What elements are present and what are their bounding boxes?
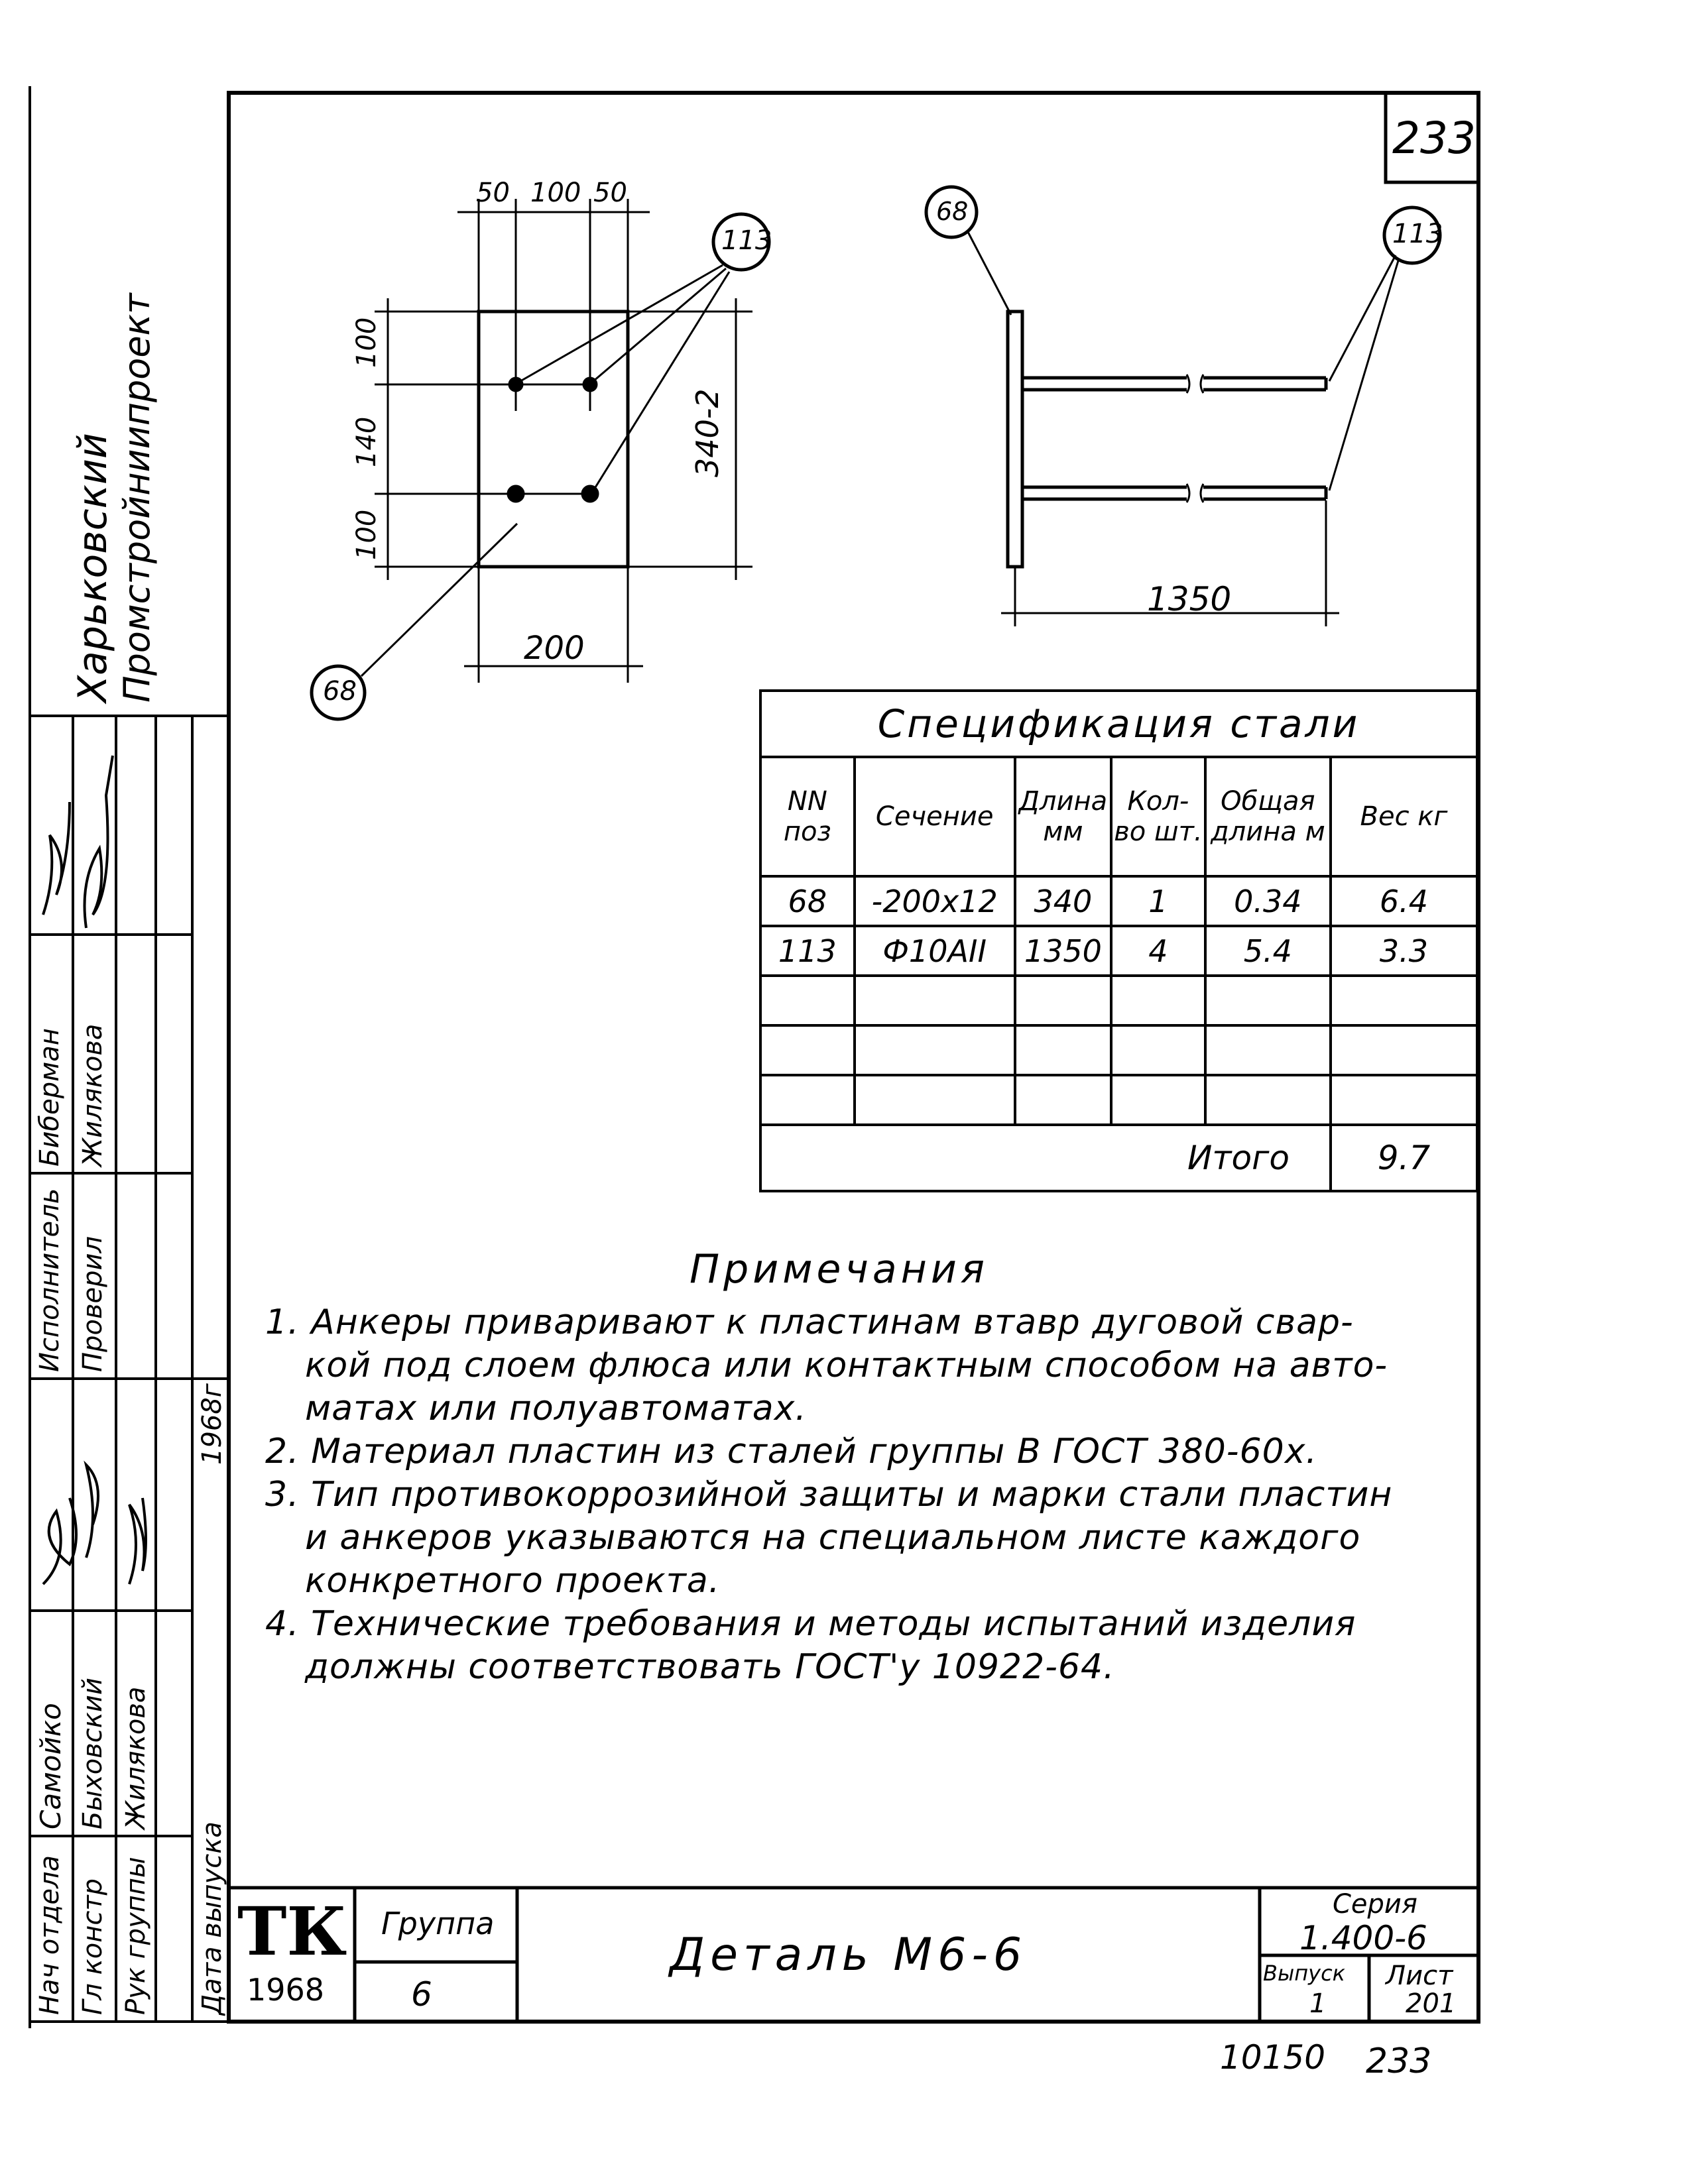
table-row [760, 1025, 1477, 1075]
header-section: Сечение [855, 757, 1015, 876]
spec-table-title: Спецификация стали [760, 691, 1477, 757]
note-line: 4. Технические требования и методы испытаний изделия [265, 1604, 1356, 1644]
group-value: 6 [411, 1975, 432, 2014]
note-line: и анкеров указываются на специальном листе каждого [305, 1518, 1361, 1558]
table-row [760, 976, 1477, 1025]
note-line: 1. Анкеры приваривают к пластинам втавр дуговой свар- [265, 1302, 1354, 1342]
bottom-code-1: 10150 [1220, 2038, 1326, 2077]
plan-dim-top-2: 100 [530, 178, 581, 208]
cell: 1350 [1015, 926, 1111, 976]
plan-dim-right: 340-2 [690, 388, 725, 477]
note-line: конкретного проекта. [305, 1561, 721, 1601]
header-qty: Кол-во шт. [1111, 757, 1205, 876]
notes-title: Примечания [690, 1246, 989, 1293]
side-callout-113-label: 113 [1392, 219, 1443, 249]
tk-logo: ТК [237, 1892, 347, 1971]
organization-institute: Промстройниипроект [116, 293, 158, 703]
cell: 6.4 [1331, 876, 1477, 926]
cell: 0.34 [1205, 876, 1331, 926]
cell: 1 [1111, 876, 1205, 926]
stamp-name-1: Самойко [34, 1703, 67, 1829]
release-year: 1968г [197, 1383, 227, 1465]
plan-dim-left-3: 100 [351, 509, 382, 560]
tk-logo-year: 1968 [247, 1972, 325, 2008]
cell: 5.4 [1205, 926, 1331, 976]
stamp-role-2: Гл констр [78, 1878, 108, 2015]
header-pos: NN поз [760, 757, 855, 876]
plan-dim-left-1: 100 [351, 317, 382, 368]
table-total-row [760, 1125, 1477, 1191]
note-line: матах или полуавтоматах. [305, 1389, 807, 1428]
sheet-value: 201 [1406, 1988, 1457, 2019]
group-label: Группа [381, 1906, 495, 1941]
corner-sheet-number: 233 [1392, 113, 1476, 164]
plan-callout-68-label: 68 [323, 676, 357, 707]
cell: 113 [760, 926, 855, 976]
stamp-name-3: Жилякова [121, 1686, 151, 1829]
stamp-role-3: Рук группы [121, 1857, 151, 2015]
note-line: 3. Тип противокоррозийной защиты и марки стали пластин [265, 1475, 1393, 1515]
plan-dim-bottom: 200 [524, 630, 585, 667]
header-length: Длина мм [1015, 757, 1111, 876]
stamp-name2-2: Жилякова [78, 1023, 108, 1167]
issue-value: 1 [1309, 1988, 1327, 2019]
cell: 3.3 [1331, 926, 1477, 976]
cell: 4 [1111, 926, 1205, 976]
stamp-role2-1: Исполнитель [34, 1188, 65, 1372]
table-row [760, 926, 1477, 976]
sheet-label: Лист [1386, 1961, 1453, 1991]
total-label: Итого [760, 1125, 1331, 1191]
note-line: 2. Материал пластин из сталей группы В ГОСТ 380-60x. [265, 1432, 1318, 1471]
table-row [760, 1075, 1477, 1125]
series-label: Серия [1333, 1889, 1417, 1920]
note-line: должны соответствовать ГОСТ'у 10922-64. [305, 1647, 1115, 1687]
plan-callout-113-label: 113 [721, 225, 772, 256]
cell: Ф10АII [855, 926, 1015, 976]
stamp-name2-1: Биберман [34, 1028, 65, 1167]
plate-outline [479, 312, 628, 567]
organization-city: Харьковский [70, 433, 116, 703]
release-date-label: Дата выпуска [197, 1821, 227, 2015]
stamp-name-2: Быховский [78, 1678, 108, 1829]
plan-dim-top-1: 50 [476, 178, 510, 208]
spec-table [759, 689, 1478, 1192]
header-weight: Вес кг [1331, 757, 1477, 876]
stamp-role-1: Нач отдела [34, 1855, 65, 2015]
bottom-code-2: 233 [1366, 2041, 1432, 2081]
series-value: 1.400-6 [1299, 1919, 1427, 1957]
note-line: кой под слоем флюса или контактным способом на авто- [305, 1346, 1388, 1385]
plan-dim-top-3: 50 [593, 178, 627, 208]
cell: 340 [1015, 876, 1111, 926]
side-callout-68-label: 68 [936, 197, 969, 226]
detail-title: Деталь М6-6 [670, 1929, 1028, 1981]
cell: 68 [760, 876, 855, 926]
cell: -200x12 [855, 876, 1015, 926]
plan-dim-left-2: 140 [351, 416, 382, 467]
issue-label: Выпуск [1263, 1961, 1345, 1986]
side-plate [1008, 312, 1022, 567]
side-dim-length: 1350 [1147, 580, 1232, 618]
signatures [30, 729, 196, 1856]
side-view [926, 187, 1440, 626]
total-value: 9.7 [1331, 1125, 1477, 1191]
header-total-length: Общая длина м [1205, 757, 1331, 876]
table-row [760, 876, 1477, 926]
stamp-role2-2: Проверил [78, 1236, 108, 1372]
spec-table-header [760, 757, 1477, 876]
